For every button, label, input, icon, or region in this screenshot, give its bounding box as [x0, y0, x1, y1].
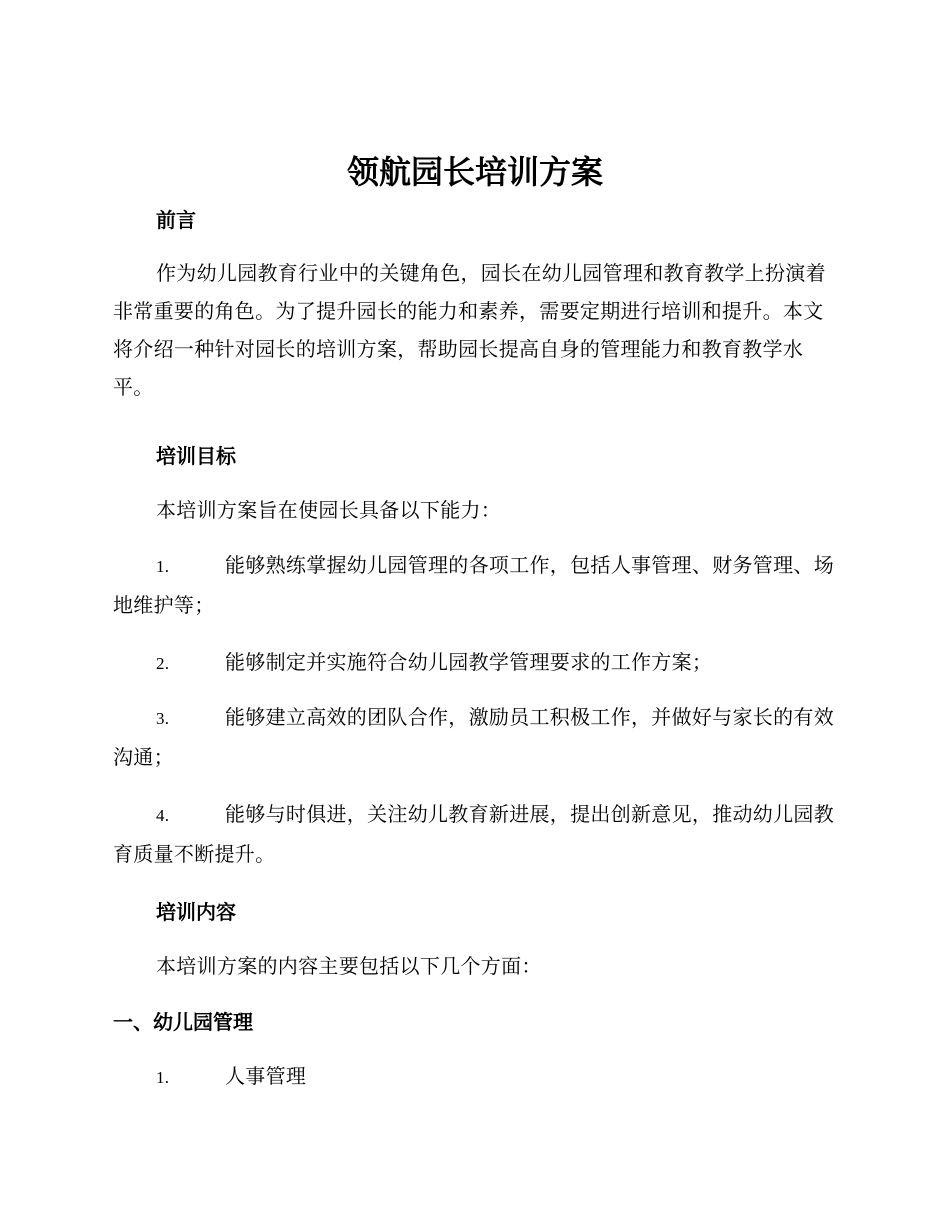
goal-item-1 — [113, 546, 837, 624]
goal-text: 能够熟练掌握幼儿园管理的各项工作，包括人事管理、财务管理、场地维护等； — [113, 553, 834, 617]
management-item-number: 1. — [156, 1068, 170, 1087]
goal-number: 3. — [156, 709, 170, 728]
preface-paragraph: 作为幼儿园教育行业中的关键角色，园长在幼儿园管理和教育教学上扮演着非常重要的角色。为了提升园长的能力和素养，需要定期进行培训和提升。本文将介绍一种针对园长的培训方案，帮助园长提高自身的管理能力和教育教学水平。 — [113, 261, 826, 399]
section-heading-content: 培训内容 — [156, 900, 236, 924]
goals-intro-paragraph: 本培训方案旨在使园长具备以下能力： — [156, 498, 502, 522]
goal-text: 能够与时俱进，关注幼儿教育新进展，提出创新意见，推动幼儿园教育质量不断提升。 — [113, 802, 834, 866]
goal-item-4 — [113, 795, 837, 873]
management-item-1 — [113, 1057, 837, 1097]
goal-text: 能够建立高效的团队合作，激励员工积极工作，并做好与家长的有效沟通； — [113, 705, 834, 769]
management-item-text: 人事管理 — [225, 1064, 307, 1088]
document-title: 领航园长培训方案 — [346, 153, 603, 191]
goal-text: 能够制定并实施符合幼儿园教学管理要求的工作方案； — [225, 650, 713, 674]
goal-item-3 — [113, 698, 837, 776]
section-heading-preface: 前言 — [156, 208, 196, 232]
goal-number: 2. — [156, 654, 170, 673]
subsection-heading-kindergarten-management: 一、幼儿园管理 — [113, 1010, 253, 1034]
section-heading-goals: 培训目标 — [156, 444, 236, 468]
goal-item-2 — [113, 643, 837, 683]
goal-number: 4. — [156, 806, 170, 825]
goal-number: 1. — [156, 557, 170, 576]
content-intro-paragraph: 本培训方案的内容主要包括以下几个方面： — [156, 954, 542, 978]
